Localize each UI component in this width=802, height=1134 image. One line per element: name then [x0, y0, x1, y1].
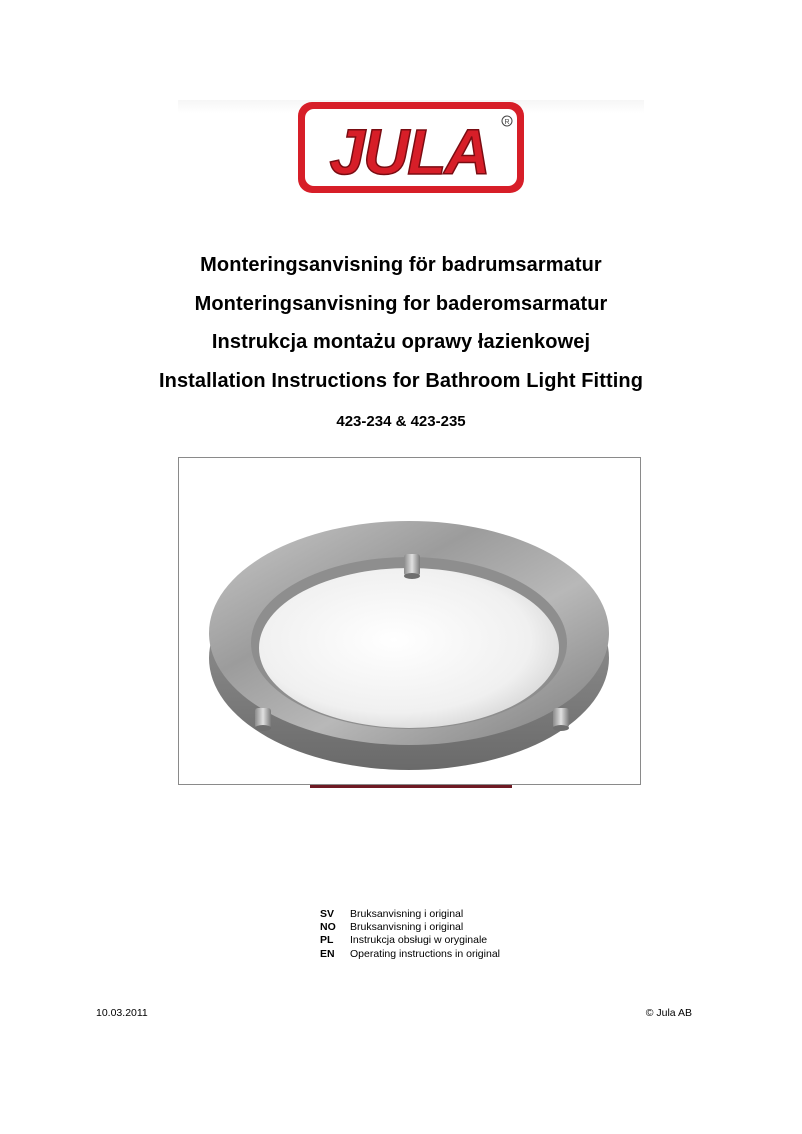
- language-code: NO: [320, 921, 336, 934]
- title-block: [0, 246, 802, 400]
- list-item: [320, 934, 500, 947]
- svg-text:R: R: [504, 119, 510, 126]
- title-en: Installation Instructions for Bathroom Light Fitting: [158, 369, 644, 392]
- title-sv: Monteringsanvisning för badrumsarmatur: [200, 254, 602, 276]
- svg-text:JULA: JULA: [329, 116, 489, 188]
- language-code: EN: [320, 947, 335, 960]
- ceiling-light-illustration: [179, 458, 640, 784]
- title-pl: Instrukcja montażu oprawy łazienkowej: [211, 331, 591, 353]
- list-item: [320, 948, 500, 961]
- list-item: [320, 908, 500, 921]
- language-text: Bruksanvisning i original: [350, 921, 464, 934]
- title-no: Monteringsanvisning for baderomsarmatur: [194, 292, 608, 315]
- language-list: [320, 908, 500, 961]
- copyright: © Jula AB: [645, 1007, 692, 1019]
- language-text: Instrukcja obsługi w oryginale: [350, 934, 488, 947]
- model-numbers: 423-234 & 423-235: [336, 413, 466, 430]
- language-text: Operating instructions in original: [350, 947, 500, 960]
- jula-logo: [296, 100, 526, 195]
- language-text: Bruksanvisning i original: [350, 908, 464, 920]
- product-photo: [178, 457, 641, 785]
- document-date: 10.03.2011: [96, 1007, 148, 1019]
- photo-accent-line: [310, 785, 512, 788]
- language-code: SV: [320, 908, 335, 920]
- language-code: PL: [320, 934, 334, 947]
- list-item: [320, 921, 500, 934]
